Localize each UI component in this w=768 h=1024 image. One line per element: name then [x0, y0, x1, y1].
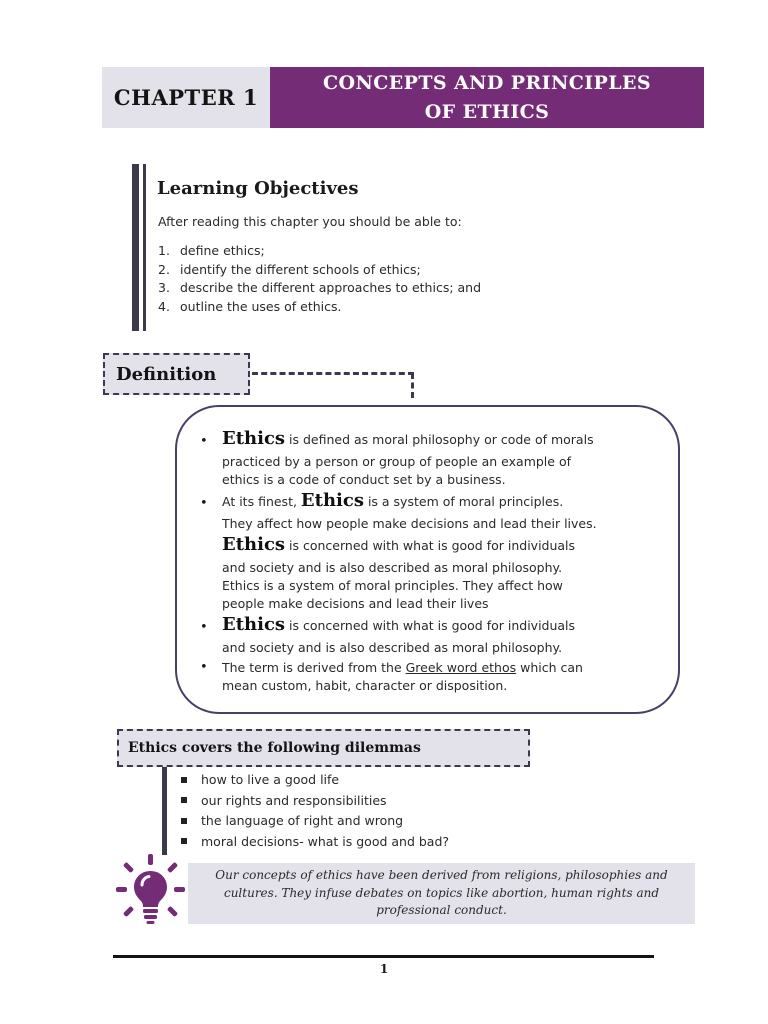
definition-b4-line-2: and society and is also described as moral philosophy. — [222, 640, 563, 655]
objective-number: 4. — [158, 298, 170, 314]
chapter-label-box — [102, 67, 270, 128]
dilemmas-title-box — [117, 729, 530, 767]
objectives-intro: After reading this chapter you should be able to: — [158, 214, 462, 229]
dilemma-item: moral decisions- what is good and bad? — [181, 832, 449, 853]
definition-b2-line-2: They affect how people make decisions and lead their lives. — [222, 516, 597, 531]
dilemma-item: our rights and responsibilities — [181, 791, 449, 812]
objective-item — [158, 279, 481, 298]
chapter-title-line-2: OF ETHICS — [424, 100, 550, 123]
ethics-term: Ethics — [222, 428, 286, 449]
bullet-icon: • — [200, 620, 208, 635]
ethics-term: Ethics — [222, 534, 286, 555]
square-bullet-icon — [181, 818, 187, 824]
chapter-label: CHAPTER 1 — [113, 85, 259, 110]
page-number: 1 — [379, 962, 389, 976]
objective-item — [158, 242, 481, 261]
quote-line-3: professional conduct. — [376, 903, 507, 918]
greek-word-ethos-link[interactable]: Greek word ethos — [405, 660, 517, 675]
objectives-title: Learning Objectives — [157, 178, 359, 199]
bullet-icon: • — [200, 496, 208, 511]
definition-p3-line-3: Ethics is a system of moral principles. They affect how — [222, 578, 563, 593]
lightbulb-icon — [113, 852, 188, 927]
definition-connector-horizontal — [252, 372, 414, 375]
definition-b1-line-1: Ethics is defined as moral philosophy or code of morals — [222, 428, 594, 449]
chapter-header — [102, 67, 704, 128]
chapter-title-line-1: CONCEPTS AND PRINCIPLES — [323, 71, 651, 94]
definition-b4-line-1: Ethics is concerned with what is good for individuals — [222, 614, 576, 635]
objective-text: identify the different schools of ethics; — [180, 261, 421, 277]
objective-text: define ethics; — [180, 243, 265, 258]
ethics-term: Ethics — [222, 614, 286, 635]
bullet-icon: • — [200, 434, 208, 449]
dilemmas-bar — [162, 767, 167, 855]
definition-label-box — [103, 353, 250, 395]
definition-b5-line-1: The term is derived from the Greek word ethos which can — [222, 660, 583, 675]
square-bullet-icon — [181, 797, 187, 803]
bullet-icon: • — [200, 660, 208, 675]
objective-text: outline the uses of ethics. — [180, 298, 342, 314]
definition-b1-line-2: practiced by a person or group of people an example of — [222, 454, 571, 469]
objectives-bar-thick — [132, 164, 139, 331]
definition-b1-line-3: ethics is a code of conduct set by a business. — [222, 472, 506, 487]
quote-callout — [188, 863, 695, 924]
quote-line-2: cultures. They infuse debates on topics like abortion, human rights and — [223, 885, 660, 900]
footer-divider — [113, 955, 654, 958]
objectives-bar-thin — [143, 164, 146, 331]
objective-number: 2. — [158, 261, 170, 277]
quote-line-1: Our concepts of ethics have been derived from religions, philosophies and — [215, 868, 668, 883]
square-bullet-icon — [181, 777, 187, 783]
objective-number: 3. — [158, 280, 170, 295]
ethics-term: Ethics — [300, 490, 364, 511]
objective-number: 1. — [158, 243, 170, 258]
definition-p3-line-4: people make decisions and lead their lives — [222, 596, 489, 611]
objective-text: describe the different approaches to ethics; and — [180, 280, 482, 295]
definition-connector-vertical — [411, 373, 414, 398]
objective-item — [158, 261, 481, 280]
dilemma-item: the language of right and wrong — [181, 811, 449, 832]
chapter-title-box — [270, 67, 704, 128]
dilemmas-title: Ethics covers the following dilemmas — [128, 740, 421, 756]
square-bullet-icon — [181, 838, 187, 844]
definition-label: Definition — [116, 363, 217, 385]
definition-p3-line-1: Ethics is concerned with what is good for individuals — [222, 534, 576, 555]
objectives-list — [158, 242, 481, 316]
dilemmas-list — [181, 770, 449, 852]
definition-b2-line-1: At its finest, Ethics is a system of moral principles. — [222, 490, 564, 511]
objective-item — [158, 298, 481, 317]
definition-b5-line-2: mean custom, habit, character or disposition. — [222, 678, 508, 693]
definition-p3-line-2: and society and is also described as moral philosophy. — [222, 560, 563, 575]
dilemma-item: how to live a good life — [181, 770, 449, 791]
